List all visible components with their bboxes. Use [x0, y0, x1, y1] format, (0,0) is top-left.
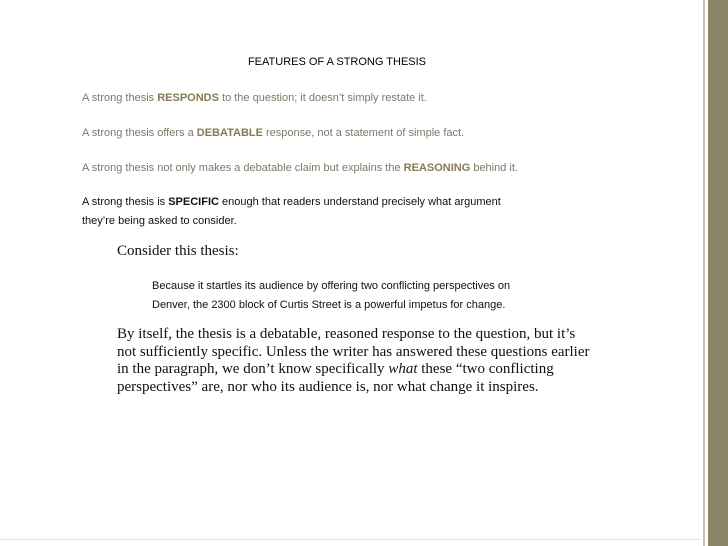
point-keyword: RESPONDS	[157, 92, 219, 104]
consider-label: Consider this thesis:	[117, 243, 239, 259]
point-keyword: DEBATABLE	[196, 127, 263, 139]
point-specific	[82, 193, 501, 231]
analysis-text: By itself, the thesis is a debatable, reasoned response to the question, but it’s not sufficiently specific. Unless the writer has answered these questions earlier in the paragraph, we don’t know specifically	[117, 326, 590, 377]
example-thesis	[152, 277, 592, 315]
sidebar-accent-bar	[708, 0, 728, 546]
point-text: to the question; it doesn’t simply restate it.	[218, 92, 427, 104]
analysis-paragraph	[117, 326, 597, 396]
point-keyword: SPECIFIC	[168, 196, 219, 208]
point-specific-line2: they’re being asked to consider.	[82, 215, 237, 227]
sidebar-divider-line	[703, 0, 705, 546]
point-specific-line1	[82, 193, 501, 212]
point-text: enough that readers understand precisely what argument	[218, 196, 501, 208]
example-thesis-line1: Because it startles its audience by offering two conflicting perspectives on	[152, 280, 511, 292]
point-text: A strong thesis not only makes a debatable claim but explains the	[82, 162, 404, 174]
point-keyword: REASONING	[403, 162, 471, 174]
slide-title: FEATURES OF A STRONG THESIS	[247, 56, 427, 68]
point-responds	[82, 89, 427, 108]
analysis-emphasis: what	[388, 361, 418, 377]
point-text: A strong thesis	[82, 92, 158, 104]
analysis-text: these “two conflicting perspectives” are, nor who its audience is, nor what change it inspires.	[117, 361, 554, 395]
point-text: response, not a statement of simple fact.	[262, 127, 465, 139]
example-thesis-line2: Denver, the 2300 block of Curtis Street is a powerful impetus for change.	[152, 299, 506, 311]
point-reasoning	[82, 159, 518, 178]
point-debatable	[82, 124, 464, 143]
point-text: A strong thesis offers a	[82, 127, 197, 139]
point-text: behind it.	[470, 162, 518, 174]
bottom-divider-line	[0, 539, 700, 540]
point-text: A strong thesis is	[82, 196, 169, 208]
